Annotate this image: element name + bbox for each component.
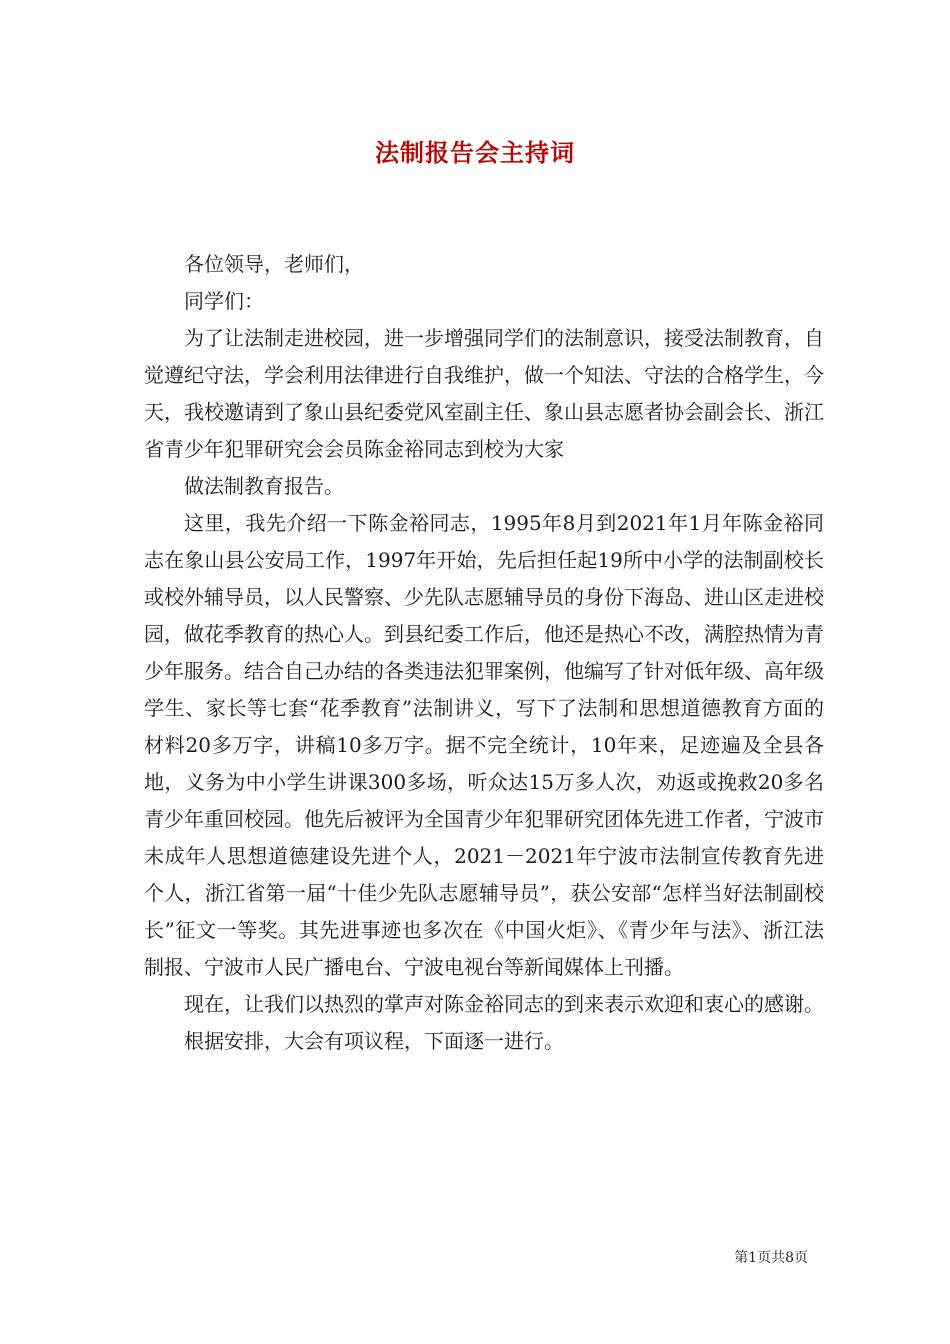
document-body [144,246,824,1060]
paragraph-speaker-bio: 这里，我先介绍一下陈金裕同志，1995年8月到2021年1月年陈金裕同志在象山县公安局工作，1997年开始，先后担任起19所中小学的法制副校长或校外辅导员，以人民警察、少先队志愿辅导员的身份下海岛、进山区走进校园，做花季教育的热心人。到县纪委工作后，他还是热心不改，满腔热情为青少年服务。结合自己办结的各类违法犯罪案例，他编写了针对低年级、高年级学生、家长等七套“花季教育”法制讲义，写下了法制和思想道德教育方面的材料20多万字，讲稿10多万字。据不完全统计，10年来，足迹遍及全县各地，义务为中小学生讲课300多场，听众达15万多人次，劝返或挽救20多名青少年重回校园。他先后被评为全国青少年犯罪研究团体先进工作者，宁波市未成年人思想道德建设先进个人，2021－2021年宁波市法制宣传教育先进个人，浙江省第一届“十佳少先队志愿辅导员”，获公安部“怎样当好法制副校长”征文一等奖。其先进事迹也多次在《中国火炬》、《青少年与法》、浙江法制报、宁波市人民广播电台、宁波电视台等新闻媒体上刊播。 [144,511,824,979]
paragraph-greeting-1: 各位领导，老师们， [184,252,364,276]
paragraph-agenda: 根据安排，大会有项议程，下面逐一进行。 [184,1029,564,1053]
page-number: 第1页共8页 [734,1250,808,1266]
paragraph-welcome: 现在，让我们以热烈的掌声对陈金裕同志的到来表示欢迎和衷心的感谢。 [184,992,824,1016]
document-title: 法制报告会主持词 [375,138,575,167]
paragraph-intro-continued: 做法制教育报告。 [184,474,344,498]
paragraph-greeting-2: 同学们： [184,289,264,313]
paragraph-intro: 为了让法制走进校园，进一步增强同学们的法制意识，接受法制教育，自觉遵纪守法，学会利用法律进行自我维护，做一个知法、守法的合格学生，今天，我校邀请到了象山县纪委党风室副主任、象山县志愿者协会副会长、浙江省青少年犯罪研究会会员陈金裕同志到校为大家 [144,326,824,461]
